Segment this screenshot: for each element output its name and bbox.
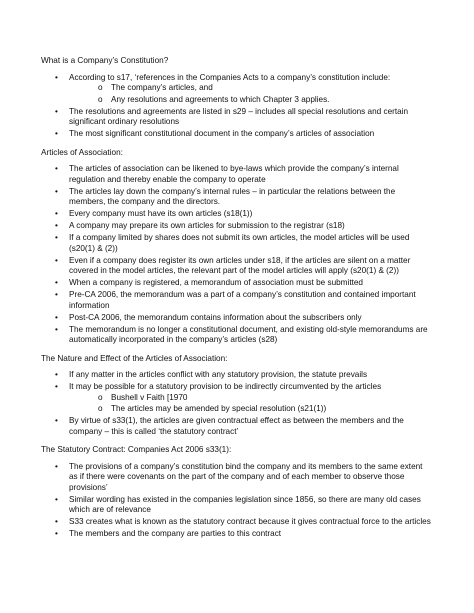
list-item-text: S33 creates what is known as the statutory contract because it gives contractual force to the articles bbox=[69, 517, 431, 526]
bullet-icon: • bbox=[55, 517, 58, 526]
bullet-icon: • bbox=[55, 233, 58, 242]
list-item bbox=[41, 233, 432, 254]
bullet-icon: • bbox=[55, 164, 58, 173]
bullet-icon: • bbox=[55, 370, 58, 379]
sub-list-item bbox=[69, 83, 432, 94]
section-nature-effect bbox=[41, 354, 432, 438]
list-item-text: The members and the company are parties to this contract bbox=[69, 529, 282, 538]
list-item-text: The articles lay down the company’s internal rules – in particular the relations between the members, the company and the directors. bbox=[69, 186, 396, 206]
bullet-icon: • bbox=[55, 209, 58, 218]
list-item bbox=[41, 370, 432, 381]
list-item bbox=[41, 325, 432, 346]
bullet-icon: • bbox=[55, 529, 58, 538]
bullet-icon: • bbox=[55, 255, 58, 265]
list-item bbox=[41, 529, 432, 540]
bullet-icon: • bbox=[55, 290, 58, 299]
section-heading: Articles of Association: bbox=[41, 147, 123, 157]
list-item-text: Post-CA 2006, the memorandum contains information about the subscribers only bbox=[69, 312, 362, 322]
list-item bbox=[41, 278, 432, 289]
list-item bbox=[41, 416, 432, 437]
section-heading: The Statutory Contract: Companies Act 2006 s33(1): bbox=[41, 445, 232, 454]
list-item bbox=[41, 187, 432, 208]
bullet-icon: • bbox=[55, 129, 58, 138]
bullet-icon: • bbox=[55, 72, 58, 82]
list-item bbox=[41, 129, 432, 140]
sub-list-item-text: Any resolutions and agreements to which Chapter 3 applies. bbox=[111, 94, 330, 104]
list-item-text: Every company must have its own articles (s18(1)) bbox=[69, 209, 253, 218]
bullet-list bbox=[41, 73, 432, 140]
bullet-icon: • bbox=[55, 221, 58, 230]
sub-list-item-text: Bushell v Faith [1970 bbox=[111, 392, 188, 402]
bullet-icon: • bbox=[55, 278, 58, 287]
list-item-text: If any matter in the articles conflict with any statutory provision, the statute prevails bbox=[69, 370, 368, 379]
list-item-text: A company may prepare its own articles for submission to the registrar (s18) bbox=[69, 221, 345, 230]
circle-bullet-icon: o bbox=[98, 83, 103, 92]
bullet-icon: • bbox=[55, 324, 58, 334]
list-item bbox=[41, 256, 432, 277]
sub-list-item-text: The articles may be amended by special resolution (s21(1)) bbox=[111, 404, 327, 413]
bullet-icon: • bbox=[55, 461, 58, 471]
sub-list-item bbox=[69, 393, 432, 404]
circle-bullet-icon: o bbox=[98, 94, 103, 104]
bullet-list bbox=[41, 164, 432, 346]
bullet-icon: • bbox=[55, 382, 58, 391]
list-item bbox=[41, 495, 432, 516]
sub-list-item bbox=[69, 404, 432, 415]
list-item-text: Even if a company does register its own articles under s18, if the articles are silent on a matter covered in the model articles, the relevant part of the model articles will apply (s20(1) & (2)) bbox=[69, 255, 411, 275]
bullet-icon: • bbox=[55, 106, 58, 116]
list-item bbox=[41, 517, 432, 528]
list-item-text: By virtue of s33(1), the articles are given contractual effect as between the members and the company – this is called ‘the statutory contract’ bbox=[69, 416, 404, 436]
list-item-text: When a company is registered, a memorandum of association must be submitted bbox=[69, 278, 363, 287]
list-item-text: According to s17, ‘references in the Companies Acts to a company’s constitution include: bbox=[69, 72, 391, 82]
list-item bbox=[41, 73, 432, 106]
list-item-text: The memorandum is no longer a constitutional document, and existing old-style memorandums are automatically incorporated in the company’s articles (s28) bbox=[69, 324, 428, 344]
bullet-list bbox=[41, 370, 432, 437]
list-item bbox=[41, 209, 432, 220]
bullet-icon: • bbox=[55, 494, 58, 504]
sub-list bbox=[69, 393, 432, 415]
bullet-list bbox=[41, 462, 432, 540]
bullet-icon: • bbox=[55, 186, 58, 196]
section-constitution bbox=[41, 56, 432, 140]
list-item bbox=[41, 221, 432, 232]
section-statutory-contract bbox=[41, 445, 432, 540]
list-item-text: Similar wording has existed in the companies legislation since 1856, so there are many old cases which are of relevance bbox=[69, 494, 421, 514]
list-item bbox=[41, 313, 432, 324]
list-item-text: It may be possible for a statutory provision to be indirectly circumvented by the articles bbox=[69, 382, 382, 391]
list-item-text: The provisions of a company’s constitution bind the company and its members to the same extent as if there were covenants on the part of the company and of each member to observe those provisions’ bbox=[69, 461, 423, 492]
circle-bullet-icon: o bbox=[98, 392, 103, 402]
list-item bbox=[41, 164, 432, 185]
list-item-text: Pre-CA 2006, the memorandum was a part of a company’s constitution and contained important information bbox=[69, 290, 416, 310]
list-item bbox=[41, 462, 432, 494]
list-item-text: If a company limited by shares does not submit its own articles, the model articles will be used (s20(1) & (2)) bbox=[69, 233, 410, 253]
bullet-icon: • bbox=[55, 416, 58, 425]
list-item-text: The most significant constitutional document in the company’s articles of association bbox=[69, 129, 375, 138]
list-item bbox=[41, 107, 432, 128]
section-articles bbox=[41, 148, 432, 346]
sub-list-item-text: The company’s articles, and bbox=[111, 83, 213, 92]
list-item-text: The articles of association can be likened to bye-laws which provide the company’s internal regulation and thereby enable the company to operate bbox=[69, 164, 399, 184]
list-item bbox=[41, 382, 432, 415]
sub-list bbox=[69, 83, 432, 105]
list-item bbox=[41, 290, 432, 311]
bullet-icon: • bbox=[55, 312, 58, 322]
list-item-text: The resolutions and agreements are listed in s29 – includes all special resolutions and certain significant ordinary resolutions bbox=[69, 106, 409, 126]
circle-bullet-icon: o bbox=[98, 404, 103, 413]
section-heading: What is a Company’s Constitution? bbox=[41, 56, 169, 65]
section-heading: The Nature and Effect of the Articles of Association: bbox=[41, 353, 228, 363]
sub-list-item bbox=[69, 95, 432, 106]
